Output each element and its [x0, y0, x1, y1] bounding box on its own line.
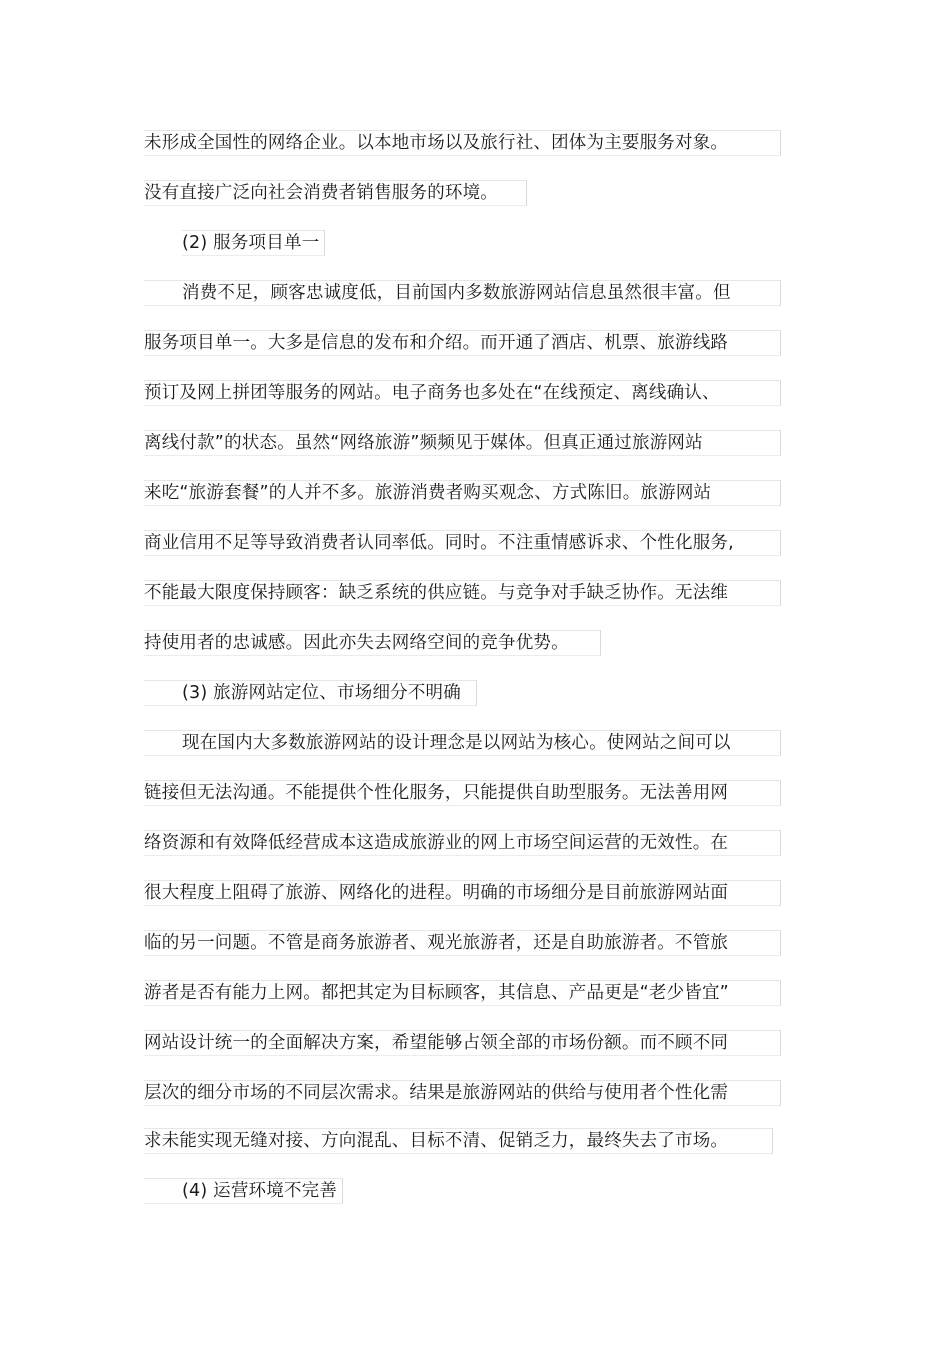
body-text-line: 持使用者的忠诚感。因此亦失去网络空间的竞争优势。 [144, 633, 569, 653]
body-text-line: 来吃“旅游套餐”的人并不多。旅游消费者购买观念、方式陈旧。旅游网站 [144, 483, 712, 503]
body-text-line: 商业信用不足等导致消费者认同率低。同时。不注重情感诉求、个性化服务, [144, 533, 734, 553]
body-text-line: 络资源和有效降低经营成本这造成旅游业的网上市场空间运营的无效性。在 [144, 833, 729, 853]
body-text-line: 不能最大限度保持顾客：缺乏系统的供应链。与竞争对手缺乏协作。无法维 [144, 583, 729, 603]
body-text-line: 临的另一问题。不管是商务旅游者、观光旅游者，还是自助旅游者。不管旅 [144, 933, 729, 953]
body-text-line: 网站设计统一的全面解决方案，希望能够占领全部的市场份额。而不顾不同 [144, 1033, 729, 1053]
body-text-line: 没有直接广泛向社会消费者销售服务的环境。 [144, 183, 498, 203]
body-text-line: 很大程度上阻碍了旅游、网络化的进程。明确的市场细分是目前旅游网站面 [144, 883, 729, 903]
body-text-line: 游者是否有能力上网。都把其定为目标顾客，其信息、产品更是“老少皆宜” [144, 983, 729, 1003]
paragraph-first-line: 消费不足，顾客忠诚度低，目前国内多数旅游网站信息虽然很丰富。但 [182, 283, 731, 303]
paragraph-first-line: 现在国内大多数旅游网站的设计理念是以网站为核心。使网站之间可以 [182, 733, 731, 753]
body-text-line: 链接但无法沟通。不能提供个性化服务，只能提供自助型服务。无法善用网 [144, 783, 729, 803]
body-text-line: 服务项目单一。大多是信息的发布和介绍。而开通了酒店、机票、旅游线路 [144, 333, 729, 353]
body-text-line: 层次的细分市场的不同层次需求。结果是旅游网站的供给与使用者个性化需 [144, 1083, 729, 1103]
body-text-line: 未形成全国性的网络企业。以本地市场以及旅行社、团体为主要服务对象。 [144, 133, 729, 153]
section-heading: (2) 服务项目单一 [182, 233, 320, 253]
section-heading: (3) 旅游网站定位、市场细分不明确 [182, 683, 461, 703]
body-text-line: 求未能实现无缝对接、方向混乱、目标不清、促销乏力，最终失去了市场。 [144, 1131, 729, 1151]
body-text-line: 预订及网上拼团等服务的网站。电子商务也多处在“在线预定、离线确认、 [144, 383, 720, 403]
body-text-line: 离线付款”的状态。虽然“网络旅游”频频见于媒体。但真正通过旅游网站 [144, 433, 703, 453]
section-heading: (4) 运营环境不完善 [182, 1181, 338, 1201]
